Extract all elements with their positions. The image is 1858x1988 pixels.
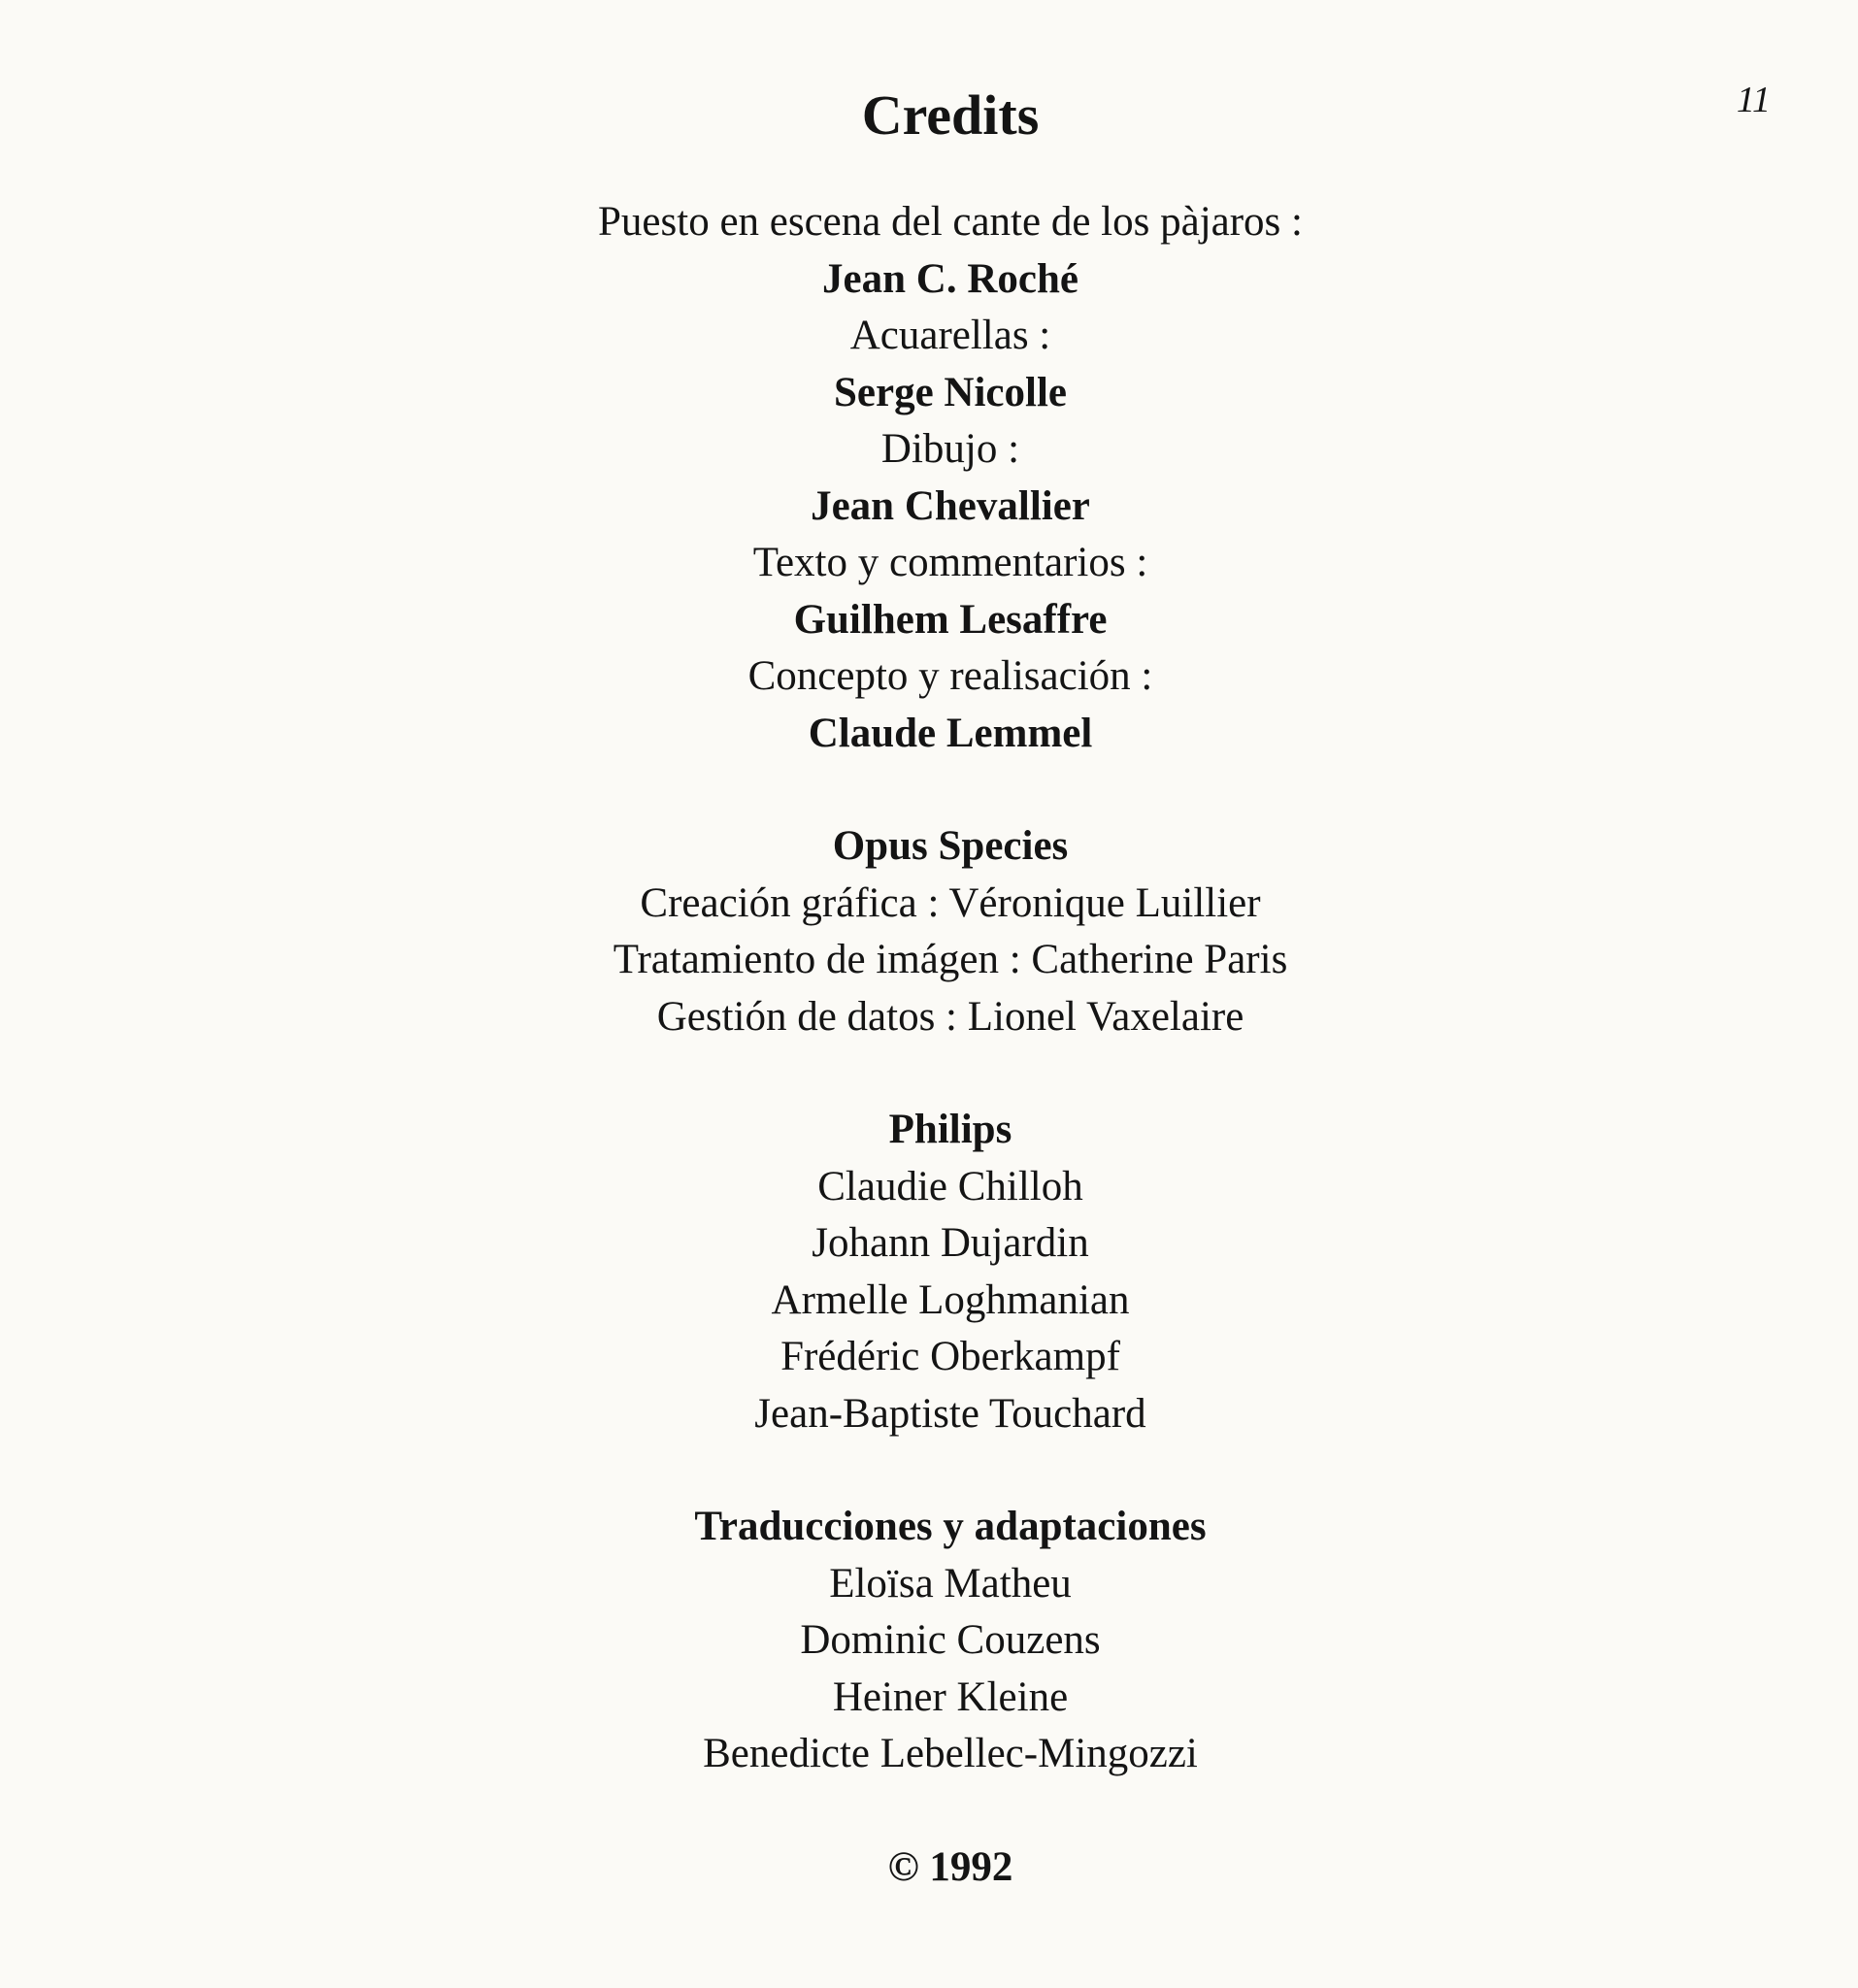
drawing-name: Jean Chevallier [811,482,1090,529]
concept-name: Claude Lemmel [808,710,1093,756]
text-label: Texto y commentarios : [752,540,1148,585]
philips-name: Johann Dujardin [812,1220,1089,1266]
text-name: Guilhem Lesaffre [793,596,1108,643]
translator-name: Dominic Couzens [800,1617,1101,1663]
watercolors-name: Serge Nicolle [834,369,1067,415]
section-heading-philips: Philips [888,1107,1012,1152]
section-heading-opus: Opus Species [832,823,1069,869]
translator-name: Heiner Kleine [832,1673,1069,1720]
opus-species-section [0,818,1858,1045]
philips-name: Claudie Chilloh [817,1163,1083,1209]
birdsong-name: Jean C. Roché [822,255,1078,302]
section-heading-translations: Traducciones y adaptaciones [694,1504,1207,1549]
copyright: © 1992 [887,1843,1013,1890]
watercolors-label: Acuarellas : [849,313,1051,358]
translator-name: Eloïsa Matheu [829,1560,1072,1607]
main-credits [0,194,1858,762]
page-title: Credits [861,83,1040,147]
philips-name: Jean-Baptiste Touchard [754,1390,1146,1437]
opus-line: Tratamiento de imágen : Catherine Paris [613,937,1288,982]
philips-name: Armelle Loghmanian [771,1276,1130,1323]
concept-label: Concepto y realisación : [747,653,1153,699]
translations-section [0,1499,1858,1783]
translator-name: Benedicte Lebellec-Mingozzi [703,1731,1198,1776]
opus-line: Creación gráfica : Véronique Luillier [640,879,1261,926]
opus-line: Gestión de datos : Lionel Vaxelaire [656,993,1244,1040]
birdsong-label: Puesto en escena del cante de los pàjaros : [598,199,1303,245]
drawing-label: Dibujo : [880,426,1020,472]
philips-name: Frédéric Oberkampf [780,1334,1120,1379]
philips-section [0,1102,1858,1442]
credits-page [0,80,1858,1938]
page-number: 11 [1736,80,1771,120]
